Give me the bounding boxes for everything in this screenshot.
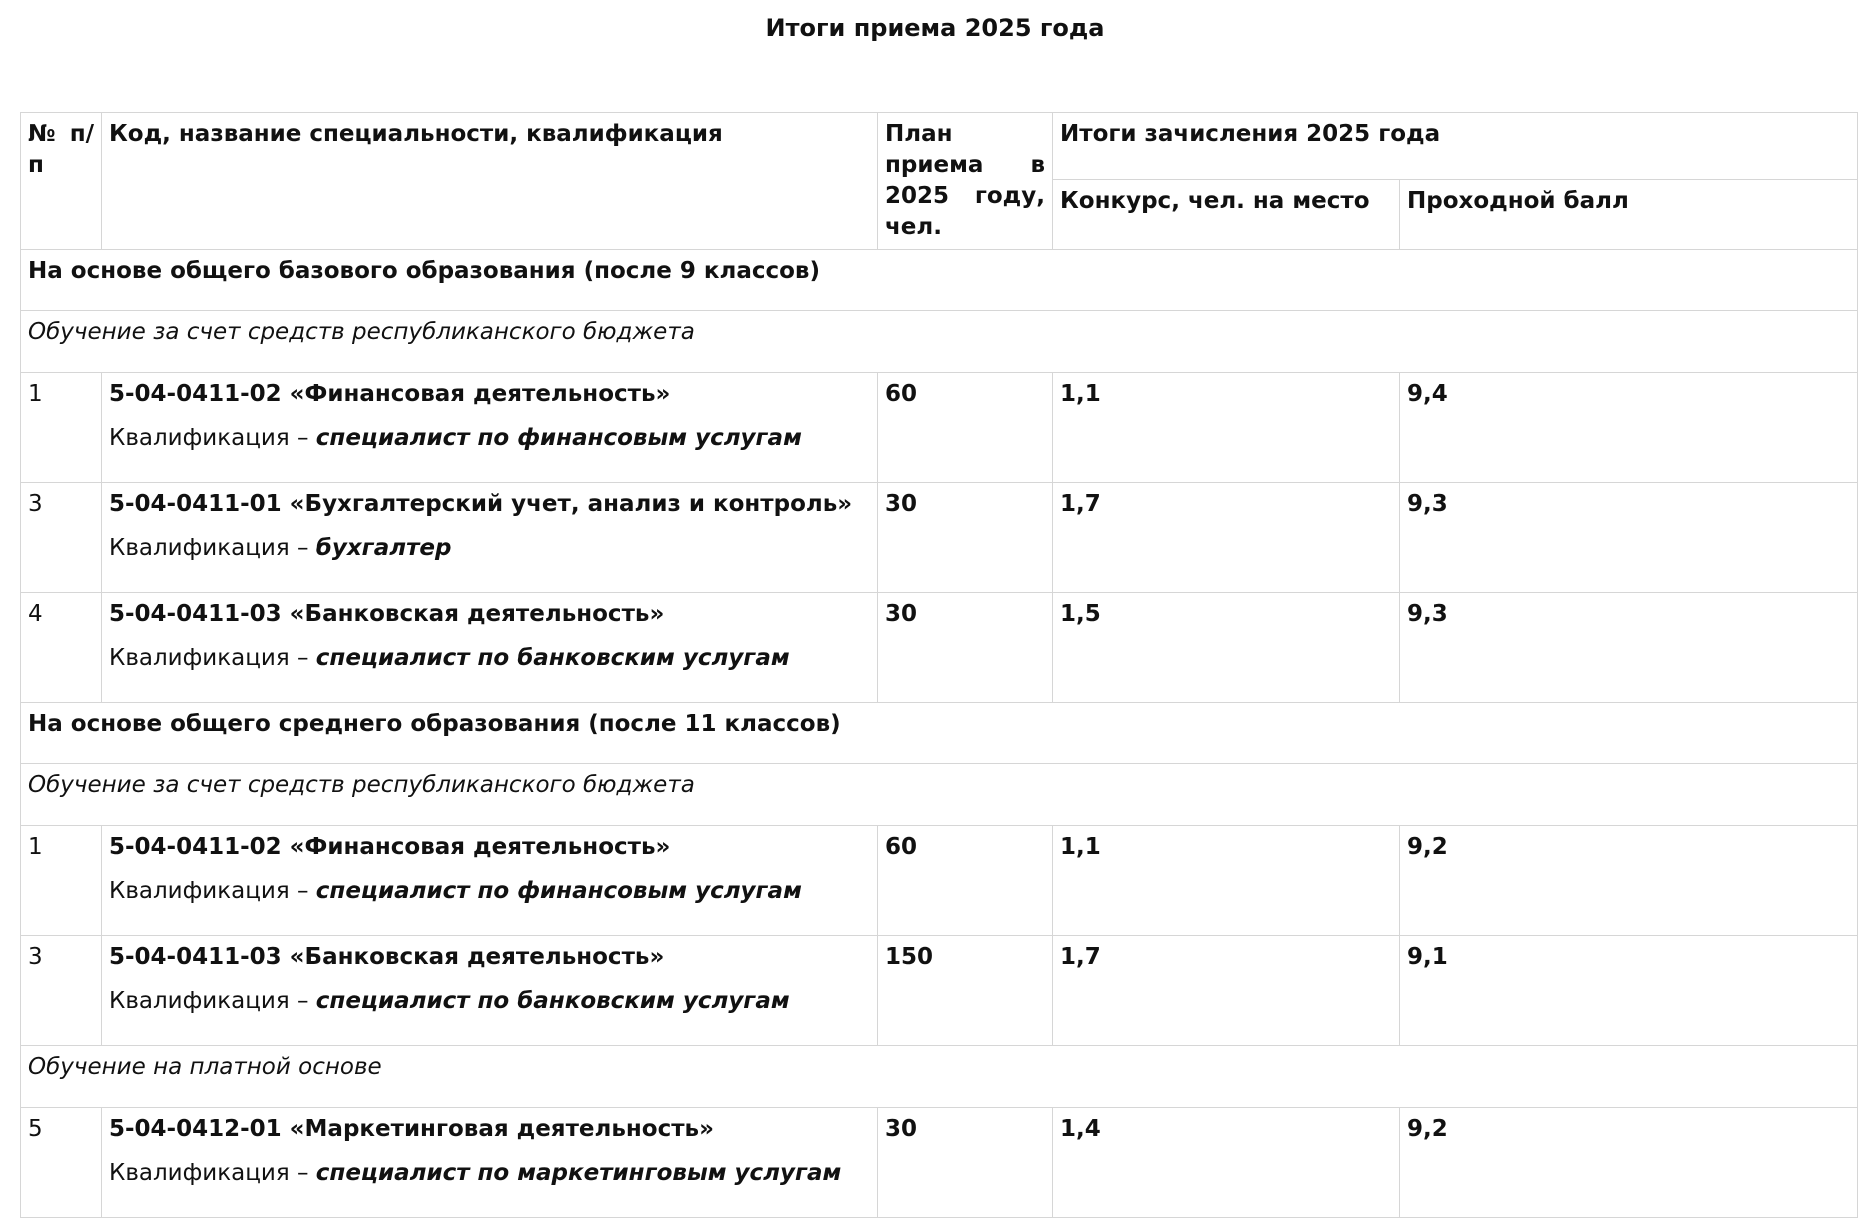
- row-number: 1: [21, 373, 102, 483]
- plan-value: 30: [878, 593, 1053, 703]
- funding-group-row: [21, 764, 1858, 826]
- plan-value: 30: [878, 483, 1053, 593]
- plan-value: 30: [878, 1108, 1053, 1218]
- header-num: № п/п: [21, 113, 102, 250]
- header-plan: План приема в 2025 году, чел.: [878, 113, 1053, 250]
- qualification-line: [109, 423, 870, 454]
- passing-score-value: 9,2: [1400, 826, 1858, 936]
- qualification-prefix: Квалификация –: [109, 1160, 316, 1186]
- funding-group-row: [21, 311, 1858, 373]
- admission-results-table: [20, 112, 1858, 1218]
- qualification-value: специалист по банковским услугам: [315, 645, 790, 671]
- program-cell: [102, 826, 878, 936]
- passing-score-value: 9,1: [1400, 936, 1858, 1046]
- qualification-line: [109, 986, 870, 1017]
- qualification-value: бухгалтер: [315, 535, 452, 561]
- qualification-prefix: Квалификация –: [109, 878, 316, 904]
- program-cell: [102, 1108, 878, 1218]
- header-score: Проходной балл: [1400, 180, 1858, 250]
- passing-score-value: 9,2: [1400, 1108, 1858, 1218]
- qualification-value: специалист по банковским услугам: [315, 988, 790, 1014]
- program-cell: [102, 373, 878, 483]
- plan-value: 60: [878, 826, 1053, 936]
- passing-score-value: 9,4: [1400, 373, 1858, 483]
- plan-value: 60: [878, 373, 1053, 483]
- qualification-line: [109, 643, 870, 674]
- table-row: [21, 483, 1858, 593]
- row-number: 1: [21, 826, 102, 936]
- table-row: [21, 593, 1858, 703]
- program-name: 5-04-0411-03 «Банковская деятельность»: [109, 601, 665, 627]
- header-contest: Конкурс, чел. на место: [1053, 180, 1400, 250]
- section-title: На основе общего базового образования (после 9 классов): [21, 250, 1858, 311]
- section-title: На основе общего среднего образования (после 11 классов): [21, 703, 1858, 764]
- passing-score-value: 9,3: [1400, 483, 1858, 593]
- qualification-value: специалист по маркетинговым услугам: [315, 1160, 842, 1186]
- funding-group-title: Обучение на платной основе: [21, 1046, 1858, 1108]
- table-row: [21, 936, 1858, 1046]
- funding-group-title: Обучение за счет средств республиканского бюджета: [21, 311, 1858, 373]
- section-row: [21, 703, 1858, 764]
- qualification-line: [109, 1158, 870, 1189]
- program-name: 5-04-0411-01 «Бухгалтерский учет, анализ и контроль»: [109, 491, 853, 517]
- qualification-value: специалист по финансовым услугам: [315, 878, 802, 904]
- contest-value: 1,7: [1053, 936, 1400, 1046]
- header-results: Итоги зачисления 2025 года: [1053, 113, 1858, 180]
- qualification-prefix: Квалификация –: [109, 425, 316, 451]
- program-name: 5-04-0411-03 «Банковская деятельность»: [109, 944, 665, 970]
- program-cell: [102, 936, 878, 1046]
- program-cell: [102, 483, 878, 593]
- program-name: 5-04-0411-02 «Финансовая деятельность»: [109, 834, 671, 860]
- header-program: Код, название специальности, квалификация: [102, 113, 878, 250]
- contest-value: 1,1: [1053, 373, 1400, 483]
- program-cell: [102, 593, 878, 703]
- row-number: 3: [21, 483, 102, 593]
- contest-value: 1,4: [1053, 1108, 1400, 1218]
- plan-value: 150: [878, 936, 1053, 1046]
- qualification-prefix: Квалификация –: [109, 988, 316, 1014]
- program-name: 5-04-0412-01 «Маркетинговая деятельность»: [109, 1116, 714, 1142]
- qualification-line: [109, 533, 870, 564]
- page-title: Итоги приема 2025 года: [765, 14, 1105, 42]
- table-header-row: [21, 113, 1858, 180]
- row-number: 3: [21, 936, 102, 1046]
- qualification-prefix: Квалификация –: [109, 645, 316, 671]
- table-row: [21, 1108, 1858, 1218]
- contest-value: 1,1: [1053, 826, 1400, 936]
- row-number: 5: [21, 1108, 102, 1218]
- contest-value: 1,5: [1053, 593, 1400, 703]
- table-row: [21, 826, 1858, 936]
- program-name: 5-04-0411-02 «Финансовая деятельность»: [109, 381, 671, 407]
- funding-group-row: [21, 1046, 1858, 1108]
- section-row: [21, 250, 1858, 311]
- qualification-prefix: Квалификация –: [109, 535, 316, 561]
- qualification-line: [109, 876, 870, 907]
- contest-value: 1,7: [1053, 483, 1400, 593]
- passing-score-value: 9,3: [1400, 593, 1858, 703]
- table-row: [21, 373, 1858, 483]
- funding-group-title: Обучение за счет средств республиканского бюджета: [21, 764, 1858, 826]
- qualification-value: специалист по финансовым услугам: [315, 425, 802, 451]
- row-number: 4: [21, 593, 102, 703]
